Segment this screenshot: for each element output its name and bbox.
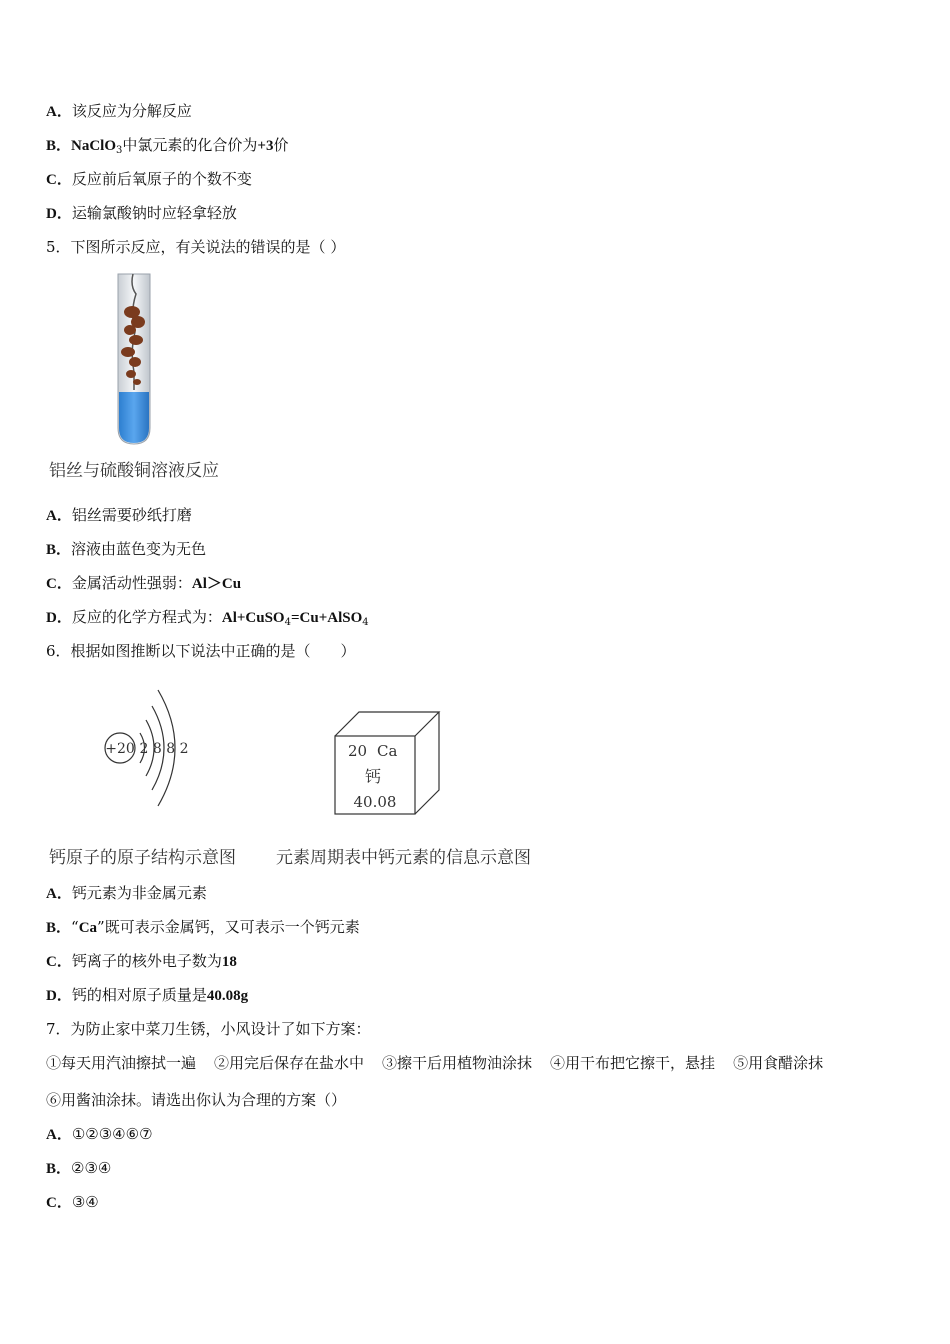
atomic-mass: 40.08 [353, 793, 397, 811]
element-symbol: Ca [377, 742, 398, 760]
option-text: 反应前后氧原子的个数不变 [71, 170, 252, 188]
option-letter: D． [46, 206, 72, 222]
option-text: 价 [273, 136, 289, 154]
option-text: Al+CuSO [221, 610, 285, 626]
q4-option-c [46, 169, 252, 190]
q7-option-a [46, 1124, 153, 1145]
calcium-atom-structure-diagram [100, 676, 210, 826]
q6-option-b [46, 917, 360, 938]
q6-option-a [46, 883, 207, 904]
test-tube-figure [108, 272, 160, 446]
option-text: 金属活动性强弱： [71, 574, 192, 592]
option-letter: A． [46, 1127, 72, 1143]
option-text: 铝丝需要砂纸打磨 [71, 506, 192, 524]
q7-option-c [46, 1192, 99, 1213]
option-text: 反应的化学方程式为： [71, 608, 222, 626]
q7-scheme-2: ②用完后保存在盐水中 [214, 1054, 365, 1072]
option-letter: C． [46, 576, 72, 592]
q7-option-b [46, 1158, 111, 1179]
option-text: NaClO [71, 138, 117, 154]
q7-stem: 7．为防止家中菜刀生锈，小风设计了如下方案： [46, 1020, 371, 1038]
q7-scheme-4: ④用干布把它擦干，悬挂 [550, 1054, 716, 1072]
option-letter: B． [46, 138, 72, 154]
q6-option-d [46, 985, 248, 1006]
option-letter: B． [46, 920, 72, 936]
option-text: 钙离子的核外电子数为 [71, 952, 222, 970]
blue-solution [119, 392, 149, 443]
nucleus-charge: +20 [105, 741, 135, 757]
subscript: 3 [116, 145, 123, 156]
option-text: ”既可表示金属钙，又可表示一个钙元素 [97, 918, 360, 936]
calcium-element-card [330, 708, 444, 818]
element-name: 钙 [364, 767, 382, 786]
q6-stem: 6．根据如图推断以下说法中正确的是（ ） [46, 642, 356, 660]
q6-caption-left: 钙原子的原子结构示意图 [49, 848, 236, 868]
q5-figure-caption: 铝丝与硫酸铜溶液反应 [49, 461, 219, 481]
option-letter: A． [46, 508, 72, 524]
option-text: Al＞Cu [191, 576, 242, 592]
q5-option-c [46, 573, 241, 594]
subscript: 4 [362, 617, 369, 628]
option-text: 钙元素为非金属元素 [71, 884, 207, 902]
option-text: ③④ [71, 1193, 99, 1211]
option-text: +3 [257, 138, 274, 154]
option-letter: B． [46, 1161, 72, 1177]
q5-option-d [46, 607, 369, 628]
q7-scheme-3: ③擦干后用植物油涂抹 [382, 1054, 533, 1072]
option-letter: C． [46, 172, 72, 188]
option-text: “ [71, 918, 79, 936]
q6-caption-right: 元素周期表中钙元素的信息示意图 [276, 848, 531, 868]
option-text: 40.08g [206, 988, 249, 1004]
q7-line2: ⑥用酱油涂抹。请选出你认为合理的方案（） [46, 1091, 347, 1109]
option-text: ①②③④⑥⑦ [71, 1125, 153, 1143]
option-text: 溶液由蓝色变为无色 [71, 540, 207, 558]
q7-scheme-5: ⑤用食醋涂抹 [733, 1054, 824, 1072]
option-letter: A． [46, 886, 72, 902]
option-letter: C． [46, 954, 72, 970]
option-text: ②③④ [71, 1159, 112, 1177]
q5-option-b [46, 539, 206, 560]
q4-option-b [46, 135, 288, 156]
option-text: 中氯元素的化合价为 [122, 136, 258, 154]
option-text: 该反应为分解反应 [71, 102, 192, 120]
option-text: 钙的相对原子质量是 [71, 986, 207, 1004]
atomic-number: 20 [348, 742, 368, 760]
option-letter: C． [46, 1195, 72, 1211]
electron-counts: 2 8 8 2 [139, 741, 189, 757]
option-letter: D． [46, 988, 72, 1004]
q4-option-a [46, 101, 192, 122]
option-letter: D． [46, 610, 72, 626]
option-text: 18 [221, 954, 237, 970]
option-letter: A． [46, 104, 72, 120]
option-text: 运输氯酸钠时应轻拿轻放 [71, 204, 237, 222]
q5-option-a [46, 505, 192, 526]
q4-option-d [46, 203, 237, 224]
q7-scheme-1: ①每天用汽油擦拭一遍 [46, 1054, 197, 1072]
subscript: 4 [284, 617, 291, 628]
q5-stem: 5．下图所示反应，有关说法的错误的是（ ） [46, 238, 346, 256]
q6-option-c [46, 951, 237, 972]
option-letter: B． [46, 542, 72, 558]
option-text: Ca [78, 920, 98, 936]
option-text: =Cu+AlSO [290, 610, 363, 626]
q7-schemes [46, 1053, 823, 1073]
